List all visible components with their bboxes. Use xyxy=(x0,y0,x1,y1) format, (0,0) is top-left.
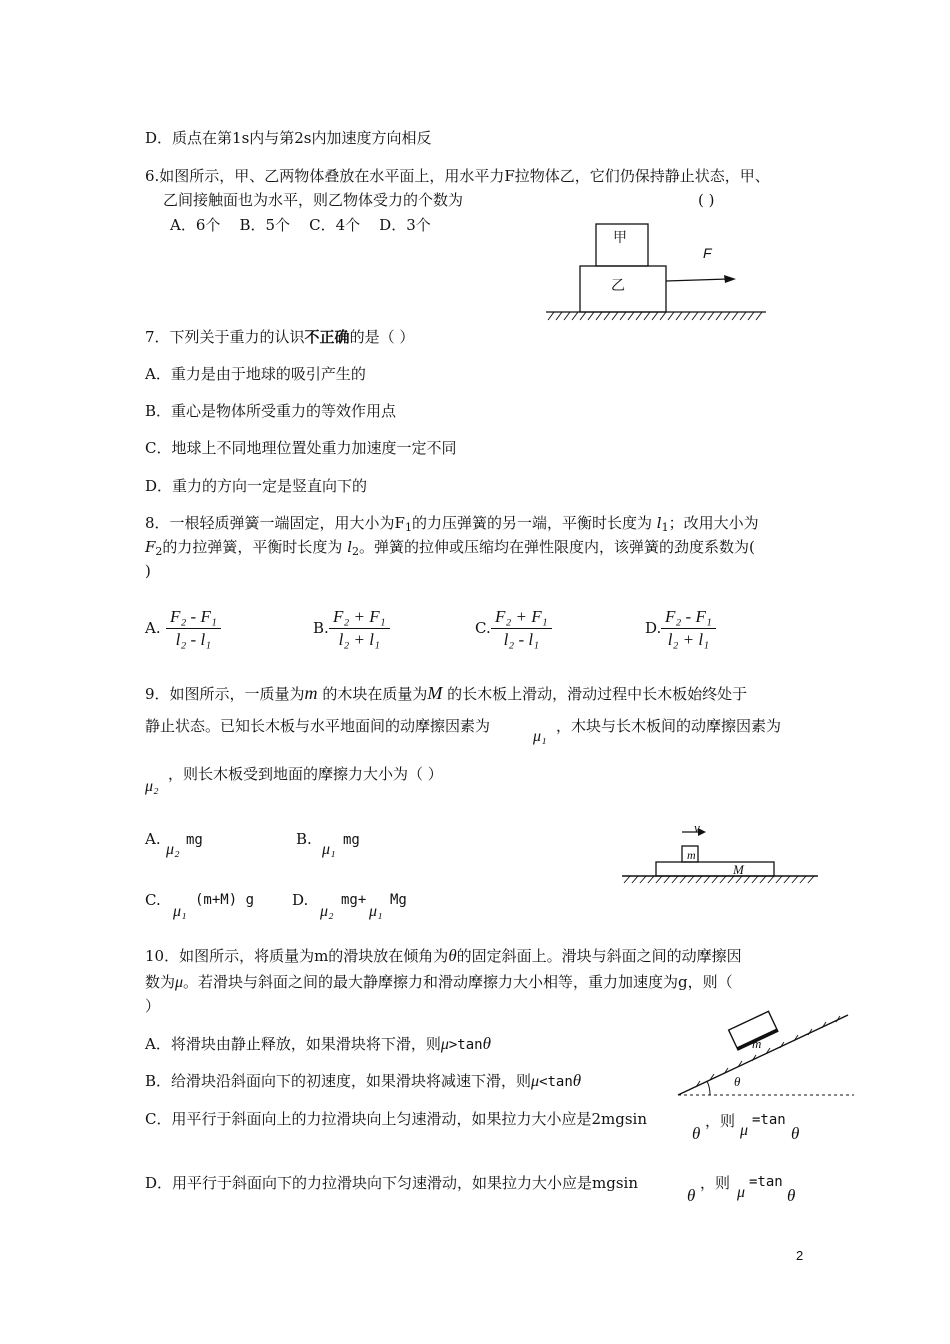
q6-stem-line2: 乙间接触面也为水平，则乙物体受力的个数为 xyxy=(163,191,464,209)
q10-mu: μ xyxy=(175,974,184,991)
q9-a-tail: mg xyxy=(186,832,203,848)
q10-fig-theta: θ xyxy=(734,1074,741,1089)
q10-c-tan: =tan xyxy=(752,1112,786,1128)
q8-den-a: l₂ - l₁ xyxy=(175,630,212,649)
q9-stem-line3: ，则长木板受到地面的摩擦力大小为（ ） xyxy=(168,765,443,783)
page-number: 2 xyxy=(796,1248,804,1263)
q8-label-a: A. xyxy=(145,619,161,637)
q10-a-tan: >tan xyxy=(448,1037,483,1053)
q6-fig-label-top: 甲 xyxy=(613,230,627,246)
q9-option-c: C. xyxy=(145,891,161,909)
long-board-M xyxy=(656,862,774,876)
q10-option-d: D．用平行于斜面向下的力拉滑块向下匀速滑动，如果拉力大小应是mgsin xyxy=(145,1174,639,1192)
q9-fig-M: M xyxy=(733,862,744,877)
q10-b-text: B．给滑块沿斜面向下的初速度，如果滑块将减速下滑，则 xyxy=(145,1072,532,1090)
q8-num-d: F₂ - F₁ xyxy=(661,606,716,629)
q7-option-c: C．地球上不同地理位置处重力加速度一定不同 xyxy=(145,439,457,457)
q10-b-theta: θ xyxy=(572,1071,582,1090)
q9-c-tail: (m+M) g xyxy=(195,892,255,908)
q8-F2-sub: 2 xyxy=(155,545,163,558)
q8-fraction-c xyxy=(491,606,552,651)
q10-b-mu: μ xyxy=(531,1073,540,1090)
q7-stem-bold: 不正确 xyxy=(304,328,350,346)
q8-num-b: F₂ + F₁ xyxy=(329,606,390,629)
q9-d-mu1: μ₁ xyxy=(369,903,383,920)
q10-option-b xyxy=(145,1071,581,1092)
q9-mu1: μ₁ xyxy=(533,728,547,745)
q9-option-a xyxy=(145,829,161,849)
q10-a-mu: μ xyxy=(440,1036,449,1053)
q10-theta: θ xyxy=(448,946,457,965)
q8-line2b: 。弹簧的拉伸或压缩均在弹性限度内，该弹簧的劲度系数为( xyxy=(359,538,755,556)
q8-stem-line3: ) xyxy=(145,562,151,580)
q8-stem-line1 xyxy=(145,513,759,538)
q6-figure xyxy=(540,218,780,328)
ground-hatch xyxy=(548,312,762,320)
q6-stem-line1: 6.如图所示，甲、乙两物体叠放在水平面上，用水平力F拉物体乙，它们仍保持静止状态，甲、 xyxy=(145,167,770,185)
q10-d-theta2: θ xyxy=(787,1186,796,1205)
q10-c-mu: μ xyxy=(740,1122,749,1139)
q10-c-theta: θ xyxy=(692,1124,701,1143)
q8-label-c: C. xyxy=(475,619,491,637)
q8-F2: F xyxy=(145,538,156,556)
q10-line2a: 数为 xyxy=(145,973,176,991)
q9-mu2: μ₂ xyxy=(145,778,159,795)
q10-stem-line3: ） xyxy=(145,997,161,1015)
q9-M: M xyxy=(427,683,443,703)
q10-c-theta2: θ xyxy=(791,1124,800,1143)
q7-option-a: A．重力是由于地球的吸引产生的 xyxy=(145,365,366,383)
q10-fig-m: m xyxy=(752,1036,762,1051)
q7-stem-a: 7．下列关于重力的认识 xyxy=(145,328,305,346)
q8-fraction-a xyxy=(166,606,221,651)
q8-fraction-d xyxy=(661,606,716,651)
q9-d-mu2: μ₂ xyxy=(320,903,334,920)
q9-figure xyxy=(620,822,820,892)
q9-stem-line2a: 静止状态。已知长木板与水平地面间的动摩擦因素为 xyxy=(145,717,491,735)
q8-line1b: 的力压弹簧的另一端，平衡时长度为 xyxy=(411,514,652,532)
q8-l2-sub: 2 xyxy=(352,545,360,558)
q7-option-d: D．重力的方向一定是竖直向下的 xyxy=(145,477,368,495)
q8-den-d: l₂ + l₁ xyxy=(667,630,709,649)
q6-answer-paren: ( ) xyxy=(698,191,715,209)
q9-d-mid: mg+ xyxy=(341,892,367,908)
q5-option-d: D．质点在第1s内与第2s内加速度方向相反 xyxy=(145,129,432,147)
q6-fig-label-force: F xyxy=(703,245,712,261)
q6-fig-label-bottom: 乙 xyxy=(611,278,625,294)
q9-line1b: 的木块在质量为 xyxy=(322,685,428,703)
q6-options: A．6个 B．5个 C．4个 D．3个 xyxy=(170,216,431,234)
q9-fig-m: m xyxy=(687,848,696,862)
q8-line2a: 的力拉弹簧，平衡时长度为 xyxy=(162,538,343,556)
q8-sub1: 1 xyxy=(404,521,412,534)
q8-num-c: F₂ + F₁ xyxy=(491,606,552,629)
q10-stem-line1 xyxy=(145,946,742,966)
q9-d-tail: Mg xyxy=(390,892,407,908)
q9-a-label: A. xyxy=(145,830,161,848)
q10-b-tan: <tan xyxy=(539,1074,573,1090)
q10-option-c: C．用平行于斜面向上的力拉滑块向上匀速滑动，如果拉力大小应是2mgsin xyxy=(145,1110,648,1128)
q10-d-tan: =tan xyxy=(749,1174,783,1190)
q8-den-b: l₂ + l₁ xyxy=(338,630,380,649)
q10-stem-line2 xyxy=(145,972,733,993)
q7-stem-b: 的是（ ） xyxy=(349,328,415,346)
q9-line1c: 的长木板上滑动，滑动过程中长木板始终处于 xyxy=(447,685,748,703)
q8-l1-sub: 1 xyxy=(661,521,669,534)
q10-c-then: ，则 xyxy=(705,1112,736,1130)
q7-stem xyxy=(145,327,414,347)
q8-fraction-b xyxy=(329,606,390,651)
q8-line1a: 8．一根轻质弹簧一端固定，用大小为F xyxy=(145,514,405,532)
q10-line1a: 10．如图所示，将质量为m的滑块放在倾角为 xyxy=(145,947,449,965)
q10-a-text: A．将滑块由静止释放，如果滑块将下滑，则 xyxy=(145,1035,441,1053)
q10-d-theta: θ xyxy=(687,1186,696,1205)
q7-option-b: B．重心是物体所受重力的等效作用点 xyxy=(145,402,397,420)
q10-line1b: 的固定斜面上。滑块与斜面之间的动摩擦因 xyxy=(456,947,742,965)
force-arrow xyxy=(666,279,728,281)
q8-num-a: F₂ - F₁ xyxy=(166,606,221,629)
q9-fig-v: v xyxy=(694,820,700,835)
q10-line2b: 。若滑块与斜面之间的最大静摩擦力和滑动摩擦力大小相等，重力加速度为g，则（ xyxy=(183,973,733,991)
q8-l2: l xyxy=(347,538,353,556)
q8-line1c: ；改用大小为 xyxy=(668,514,759,532)
q10-figure xyxy=(670,1010,860,1100)
q8-l1: l xyxy=(656,514,662,532)
q9-a-mu2: μ₂ xyxy=(166,841,180,858)
q10-option-a xyxy=(145,1034,491,1055)
q10-d-then: ，则 xyxy=(700,1174,731,1192)
q9-option-d: D. xyxy=(292,891,309,909)
q9-stem-line1 xyxy=(145,683,747,704)
q10-d-mu: μ xyxy=(737,1184,746,1201)
q9-b-tail: mg xyxy=(343,832,360,848)
q9-option-b: B. xyxy=(296,830,312,848)
q9-stem-line2b: ，木块与长木板间的动摩擦因素为 xyxy=(556,717,782,735)
q9-line1a: 9．如图所示，一质量为 xyxy=(145,685,305,703)
q8-stem-line2 xyxy=(145,537,755,562)
q8-label-d: D. xyxy=(645,619,662,637)
q10-a-theta: θ xyxy=(482,1034,491,1053)
q9-b-mu1: μ₁ xyxy=(322,841,336,858)
q8-label-b: B. xyxy=(313,619,329,637)
q8-den-c: l₂ - l₁ xyxy=(503,630,539,649)
angle-arc xyxy=(707,1081,710,1095)
ground-hatch xyxy=(624,876,814,883)
q9-c-mu1: μ₁ xyxy=(173,903,187,920)
q9-m: m xyxy=(304,683,318,703)
